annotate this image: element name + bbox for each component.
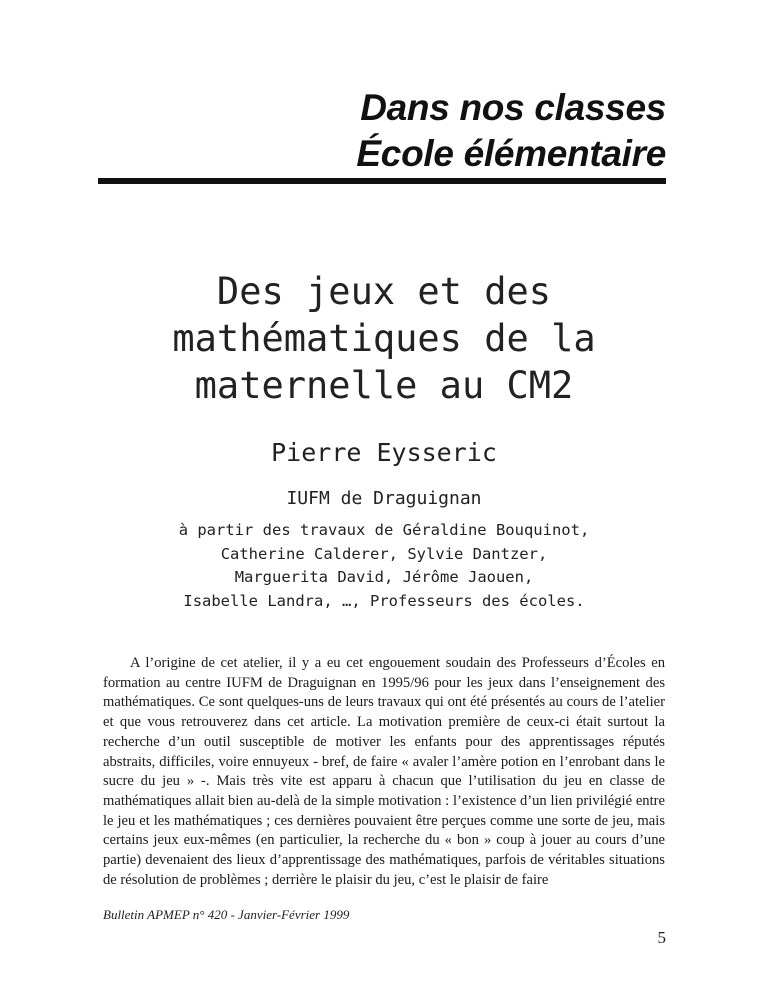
affiliation: IUFM de Draguignan bbox=[286, 488, 482, 509]
section-subtitle: École élémentaire bbox=[356, 133, 666, 174]
article-title-line: Des jeux et des bbox=[216, 270, 552, 313]
body-paragraph: A l’origine de cet atelier, il y a eu cet engouement soudain des Professeurs d’Écoles en formation au centre IUFM de Draguignan en 1995/96 pour les jeux dans l’enseignement des mathématiques. Ce sont quelques-uns de leurs travaux qui ont été présentés au cours de l’atelier et que vous retrouverez dans cet article. La motivation première de ceux-ci était surtout la recherche d’un outil susceptible de motiver les enfants pour des apprentissages réputés abstraits, difficiles, voire ennuyeux - bref, de faire « avaler l’amère potion en l’enrobant dans le sucre du jeu » -. Mais très vite est apparu à chacun que l’utilisation du jeu en classe de mathématiques allait bien au-delà de la simple motivation : l’existence d’un lien privilégié entre le jeu et les mathématiques ; ces dernières pouvaient être perçues comme une sorte de jeu, mais certains jeux eux-mêmes (en particulier, la recherche du « bon » coup à jouer au cours d’une partie) devenaient des lieux d’apprentissage des mathématiques, parfois de véritables situations de résolution de problèmes ; derrière le plaisir du jeu, c’est le plaisir de faire bbox=[103, 655, 665, 888]
credits-line: Catherine Calderer, Sylvie Dantzer, bbox=[220, 544, 548, 563]
bulletin-reference: Bulletin APMEP n° 420 - Janvier-Février 1999 bbox=[103, 907, 350, 922]
page-number: 5 bbox=[657, 928, 666, 947]
section-title: Dans nos classes bbox=[360, 87, 666, 128]
article-title-line: mathématiques de la bbox=[172, 317, 596, 360]
header-rule bbox=[98, 178, 666, 184]
article-title-line: maternelle au CM2 bbox=[194, 364, 574, 407]
credits bbox=[0, 519, 768, 613]
author-name: Pierre Eysseric bbox=[271, 438, 497, 467]
credits-line: à partir des travaux de Géraldine Bouquinot, bbox=[178, 521, 590, 539]
credits-line: Marguerita David, Jérôme Jaouen, bbox=[234, 568, 534, 586]
article-title bbox=[0, 268, 768, 409]
credits-line: Isabelle Landra, …, Professeurs des écoles. bbox=[183, 591, 585, 610]
